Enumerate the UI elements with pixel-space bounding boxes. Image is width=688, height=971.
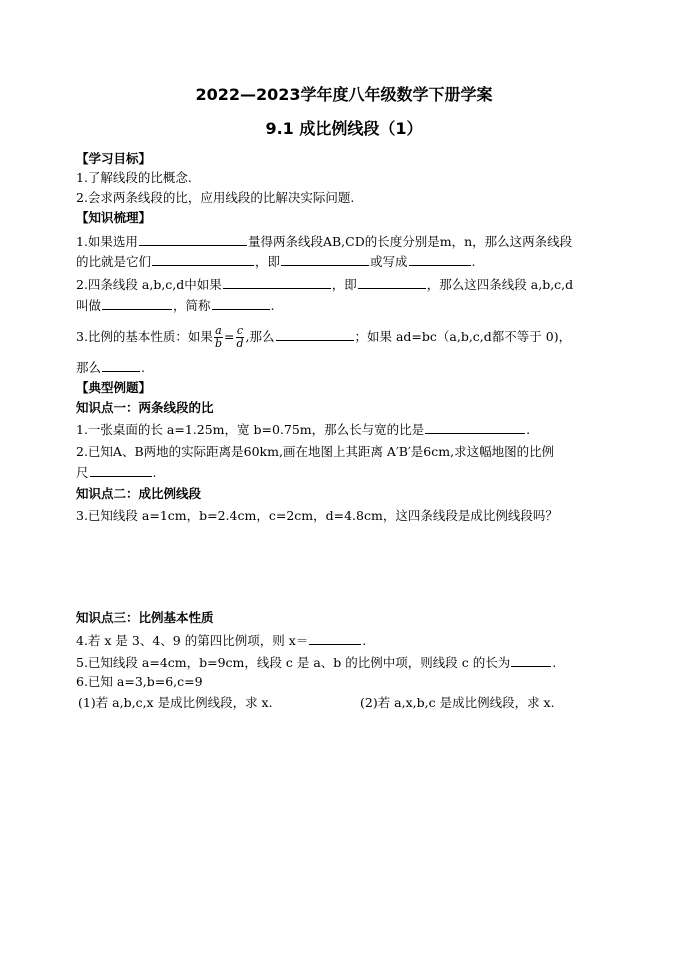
text: . [526,422,531,437]
knowledge-item-3-line-1 [76,323,618,351]
text: 5.已知线段 a=4cm，b=9cm，线段 c 是 a、b 的比例中项，则线段 c 的长为 [76,655,511,670]
fill-blank[interactable] [223,275,331,289]
knowledge-item-2-line-2 [76,296,618,315]
fill-blank[interactable] [276,327,354,341]
fill-blank[interactable] [139,232,247,246]
text: ；如果 ad=bc（a,b,c,d都不等于 0)， [354,329,572,344]
example-1 [76,420,618,439]
text: 1.如果选用 [76,234,138,249]
example-4 [76,631,618,650]
example-6-part-2: (2)若 a,x,b,c 是成比例线段，求 x. [360,695,555,710]
knowledge-item-3-line-2 [76,358,618,377]
text: 1.一张桌面的长 a=1.25m，宽 b=0.75m，那么长与宽的比是 [76,422,425,437]
fill-blank[interactable] [102,296,172,310]
example-3: 3.已知线段 a=1cm，b=2.4cm，c=2cm，d=4.8cm，这四条线段是成比例线段吗？ [76,508,558,523]
text: . [141,360,145,375]
fill-blank[interactable] [212,296,270,310]
fill-blank[interactable] [281,252,369,266]
example-5 [76,653,618,672]
text: . [362,633,367,648]
fill-blank[interactable] [102,358,140,372]
section-goals-heading: 【学习目标】 [76,151,152,166]
text: 尺 [76,465,89,480]
text: . [552,655,557,670]
goal-1: 1.了解线段的比概念. [76,170,192,185]
fill-blank[interactable] [425,420,525,434]
example-2-line-1: 2.已知A、B两地的实际距离是60km,画在地图上其距离 A′B′是6cm,求这幅地图的比例 [76,444,555,459]
text: 的比就是它们 [76,254,152,269]
text: 或写成 [370,254,408,269]
example-6-part-1: (1)若 a,b,c,x 是成比例线段，求 x. [78,695,273,710]
text: 那么 [76,360,102,375]
section-knowledge-heading: 【知识梳理】 [76,210,152,225]
example-2-line-2 [76,463,618,482]
text: 3.比例的基本性质：如果 [76,329,213,344]
knowledge-point-1: 知识点一：两条线段的比 [76,400,214,415]
text: 4.若 x 是 3、4、9 的第四比例项，则 x＝ [76,633,309,648]
text: . [471,254,476,269]
equals-sign: = [223,329,235,344]
fill-blank[interactable] [152,252,254,266]
text: . [152,465,157,480]
fraction-a-over-b: $\frac{a}{b}$ [214,324,222,350]
goal-2: 2.会求两条线段的比，应用线段的比解决实际问题. [76,190,355,205]
example-6: 6.已知 a=3,b=6,c=9 [76,674,203,689]
fill-blank[interactable] [511,653,551,667]
text: ，那么这四条线段 a,b,c,d [426,277,574,292]
fill-blank[interactable] [358,275,426,289]
knowledge-item-2-line-1 [76,275,618,294]
fill-blank[interactable] [90,463,152,477]
text: . [270,298,275,313]
text: ，即 [331,277,357,292]
fill-blank[interactable] [309,631,361,645]
fill-blank[interactable] [409,252,471,266]
section-examples-heading: 【典型例题】 [76,380,152,395]
text: ,那么 [245,329,275,344]
document-title: 2022—2023学年度八年级数学下册学案 [195,85,493,104]
text: ，简称 [173,298,211,313]
knowledge-item-1-line-1 [76,232,618,251]
knowledge-item-1-line-2 [76,252,618,271]
text: 2.四条线段 a,b,c,d中如果 [76,277,222,292]
knowledge-point-3: 知识点三：比例基本性质 [76,610,214,625]
fraction-c-over-d: $\frac{c}{d}$ [236,324,244,350]
text: 叫做 [76,298,102,313]
lesson-title: 9.1 成比例线段（1） [265,119,423,138]
knowledge-point-2: 知识点二：成比例线段 [76,486,202,501]
text: 量得两条线段AB,CD的长度分别是m，n，那么这两条线段 [247,234,573,249]
text: ，即 [255,254,281,269]
